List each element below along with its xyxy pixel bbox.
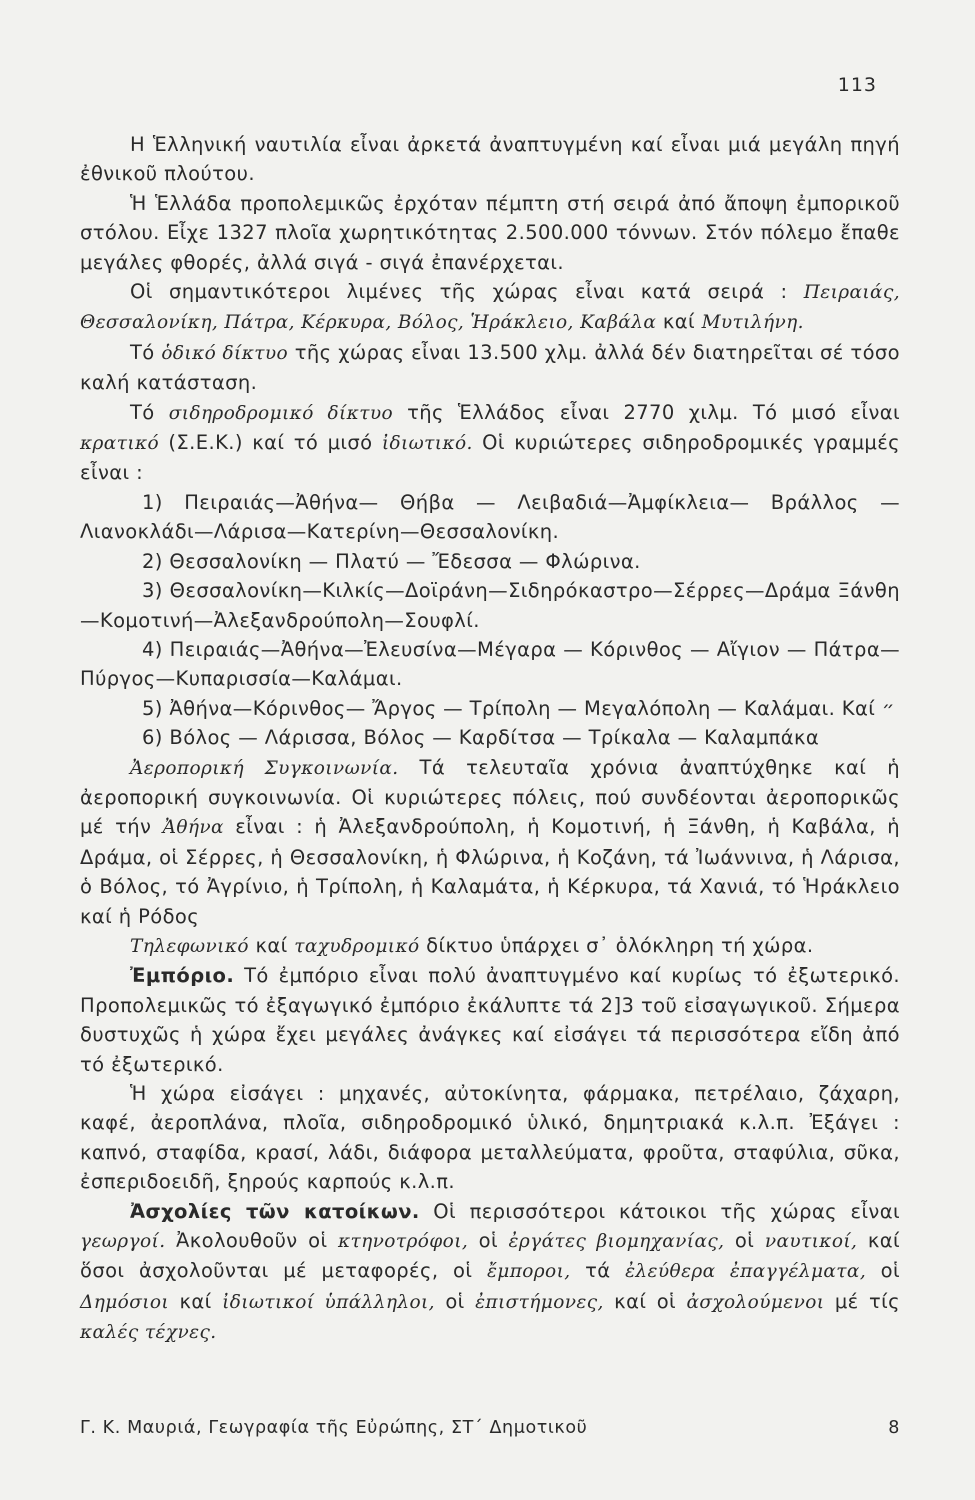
footer-citation: Γ. Κ. Μαυριά, Γεωγραφία τῆς Εὐρώπης, ΣΤ΄ Δημοτικοῦ <box>80 1418 588 1438</box>
railway-line-6: 6) Βόλος — Λάρισσα, Βόλος — Καρδίτσα — Τρίκαλα — Καλαμπάκα <box>142 726 820 750</box>
page-body <box>80 130 900 1348</box>
railway-line-2: 2) Θεσσαλονίκη — Πλατύ — Ἔδεσσα — Φλώρινα. <box>142 549 641 573</box>
paragraph-imports-exports: Ἡ χώρα εἰσάγει : μηχανές, αὐτοκίνητα, φάρμακα, πετρέλαιο, ζάχαρη, καφέ, ἀεροπλάνα, πλοῖα, σιδηροδρομικό ὑλικό, δημητριακά κ.λ.π. Ἐξάγει : καπνό, σταφίδα, κρασί, λάδι, διάφορα μεταλλεύματα, φροῦτα, σταφύλια, σῦκα, ἐσπεριδοειδῆ, ξηρούς καρπούς κ.λ.π. <box>80 1082 900 1194</box>
paragraph-ports: Οἱ σημαντικότεροι λιμένες τῆς χώρας εἶναι κατά σειρά : Πειραιάς, Θεσσαλονίκη, Πάτρα, Κέρκυρα, Βόλος, Ἡράκλειο, Καβάλα καί Μυτιλήνη. <box>80 280 900 334</box>
page-number: 113 <box>837 74 877 96</box>
railway-line-4: 4) Πειραιάς—Ἀθήνα—Ἐλευσίνα—Μέγαρα — Κόρινθος — Αἴγιον — Πάτρα—Πύργος—Κυπαρισσία—Καλάμαι. <box>80 637 900 691</box>
paragraph-trade: Ἐμπόριο. Τό ἐμπόριο εἶναι πολύ ἀναπτυγμένο καί κυρίως τό ἐξωτερικό. Προπολεμικῶς τό ἐξαγωγικό ἐμπόριο ἐκάλυπτε τά 2]3 τοῦ εἰσαγωγικοῦ. Σήμερα δυστυχῶς ἡ χώρα ἔχει μεγάλες ἀνάγκες καί εἰσάγει τά περισσότερα εἴδη ἀπό τό ἐξωτερικό. <box>80 964 900 1076</box>
railway-line-1: 1) Πειραιάς—Ἀθήνα— Θήβα — Λειβαδιά—Ἀμφίκλεια— Βράλλος — Λιανοκλάδι—Λάρισα—Κατερίνη—Θεσσαλονίκη. <box>80 490 900 544</box>
paragraph-railway-network: Τό σιδηροδρομικό δίκτυο τῆς Ἑλλάδος εἶναι 2770 χιλμ. Τό μισό εἶναι κρατικό (Σ.Ε.Κ.) καί τό μισό ἰδιωτικό. Οἱ κυριώτερες σιδηροδρομικές γραμμές εἶναι : <box>80 400 900 485</box>
railway-line-3: 3) Θεσσαλονίκη—Κιλκίς—Δοϊράνη—Σιδηρόκαστρο—Σέρρες—Δράμα Ξάνθη—Κομοτινή—Ἀλεξανδρούπολη—Σουφλί. <box>80 579 900 632</box>
footer-signature: 8 <box>888 1418 900 1438</box>
paragraph-merchant-fleet: Ἡ Ἑλλάδα προπολεμικῶς ἐρχόταν πέμπτη στή σειρά ἀπό ἄποψη ἐμπορικοῦ στόλου. Εἶχε 1327 πλοῖα χωρητικότητας 2.500.000 τόννων. Στόν πόλεμο ἔπαθε μεγάλες φθορές, ἀλλά σιγά - σιγά ἐπανέρχεται. <box>80 191 900 274</box>
paragraph-air-transport: Ἀεροπορική Συγκοινωνία. Τά τελευταῖα χρόνια ἀναπτύχθηκε καί ἡ ἀεροπορική συγκοινωνία. Οἱ κυριώτερες πόλεις, πού συνδέονται ἀεροπορικῶς μέ τήν Ἀθήνα εἶναι : ἡ Ἀλεξανδρούπολη, ἡ Κομοτινή, ἡ Ξάνθη, ἡ Καβάλα, ἡ Δράμα, οἱ Σέρρες, ἡ Θεσσαλονίκη, ἡ Φλώρινα, ἡ Κοζάνη, τά Ἰωάννινα, ἡ Λάρισα, ὁ Βόλος, τό Ἀγρίνιο, ἡ Τρίπολη, ἡ Καλαμάτα, ἡ Κέρκυρα, τά Χανιά, τό Ἡράκλειο καί ἡ Ρόδος <box>80 755 900 928</box>
page-footer <box>80 1418 900 1438</box>
paragraph-occupations: Ἀσχολίες τῶν κατοίκων. Οἱ περισσότεροι κάτοικοι τῆς χώρας εἶναι γεωργοί. Ἀκολουθοῦν οἱ κτηνοτρόφοι, οἱ ἐργάτες βιομηχανίας, οἱ ναυτικοί, καί ὅσοι ἀσχολοῦνται μέ μεταφορές, οἱ ἔμποροι, τά ἐλεύθερα ἐπαγγέλματα, οἱ Δημόσιοι καί ἰδιωτικοί ὑπάλληλοι, οἱ ἐπιστήμονες, καί οἱ ἀσχολούμενοι μέ τίς καλές τέχνες. <box>80 1199 901 1344</box>
paragraph-road-network: Τό ὁδικό δίκτυο τῆς χώρας εἶναι 13.500 χλμ. ἀλλά δέν διατηρεῖται σέ τόσο καλή κατάσταση. <box>80 340 900 395</box>
railway-line-5: 5) Ἀθήνα—Κόρινθος— Ἄργος — Τρίπολη — Μεγαλόπολη — Καλάμαι. Καί ״ <box>142 696 895 720</box>
paragraph-navigation: Η Ἑλληνική ναυτιλία εἶναι ἀρκετά ἀναπτυγμένη καί εἶναι μιά μεγάλη πηγή ἐθνικοῦ πλούτου. <box>80 133 900 186</box>
paragraph-telecom: Τηλεφωνικό καί ταχυδρομικό δίκτυο ὑπάρχει σ᾽ ὁλόκληρη τή χώρα. <box>130 933 814 957</box>
